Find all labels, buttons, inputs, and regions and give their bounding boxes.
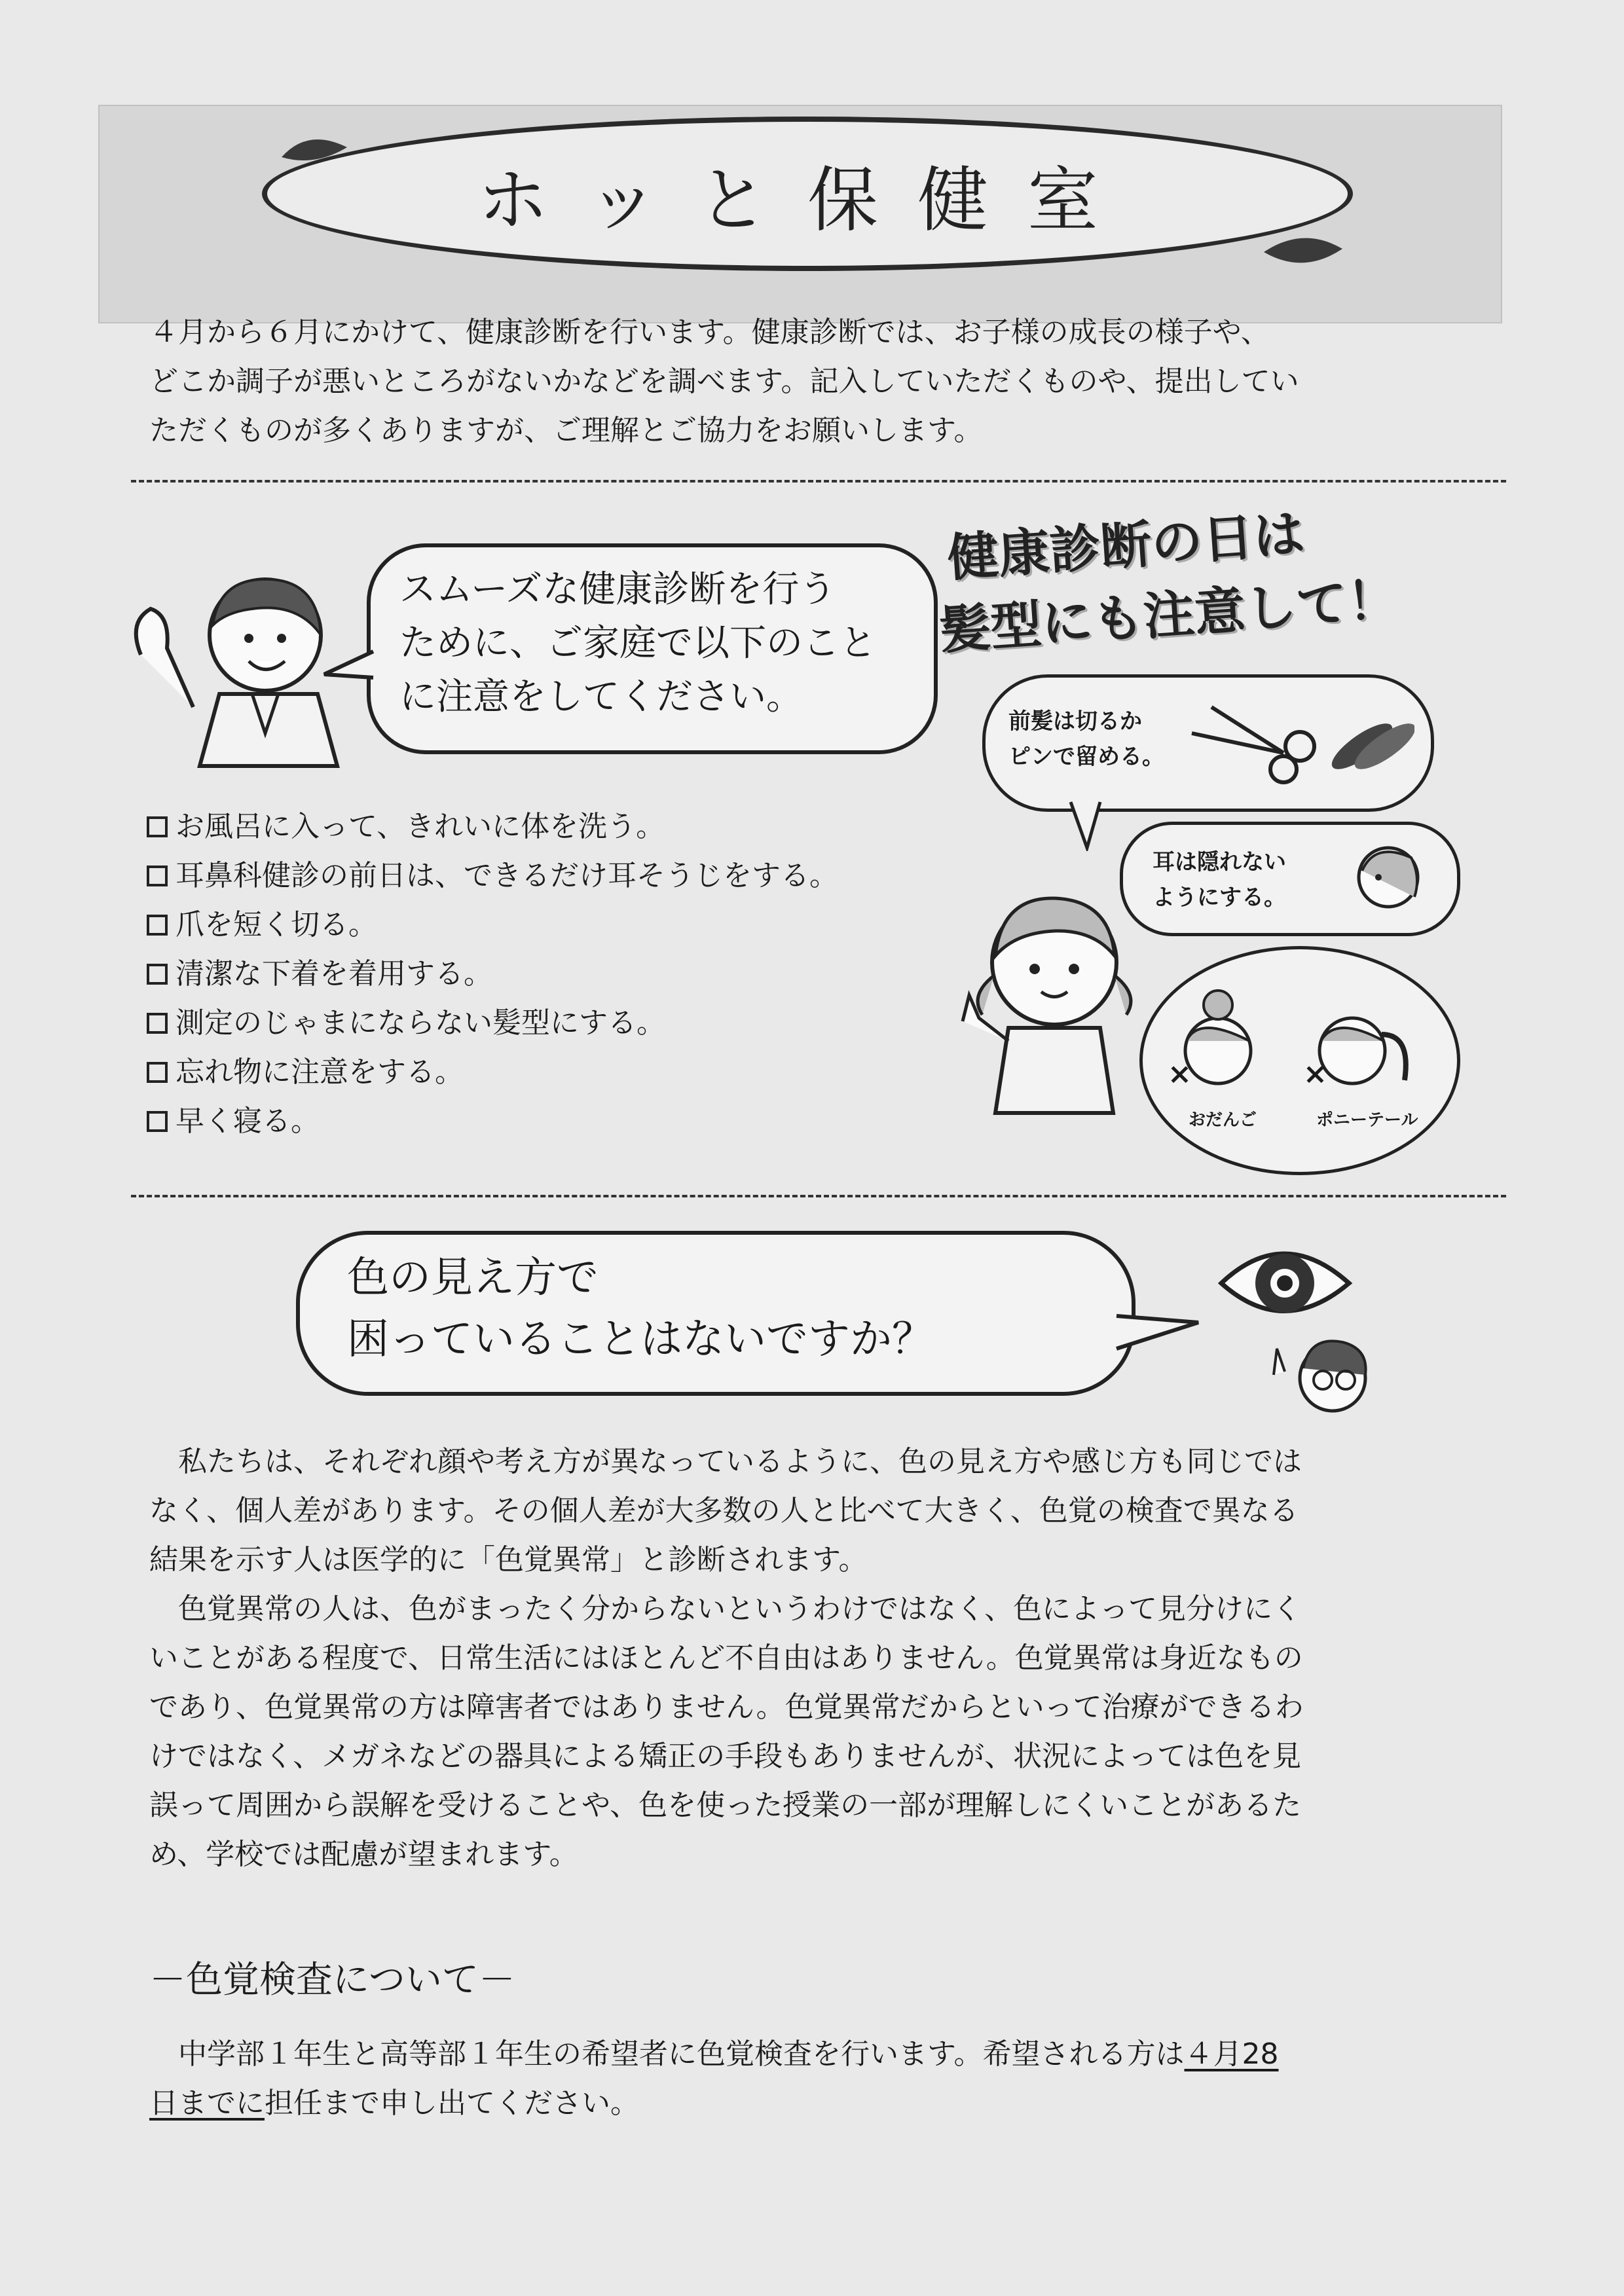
ng-caption-odango: おだんご — [1189, 1110, 1257, 1130]
bubble-tail — [1067, 799, 1107, 851]
girl-pointing-illustration — [943, 884, 1166, 1120]
speech-line: に注意をしてください。 — [399, 676, 803, 718]
checkbox-icon — [147, 1062, 168, 1083]
bubble-tail — [1113, 1309, 1205, 1362]
checkbox-icon — [147, 816, 168, 837]
eye-and-doctor-illustration — [1211, 1231, 1382, 1421]
checklist-text: 耳鼻科健診の前日は、できるだけ耳そうじをする。 — [175, 859, 838, 892]
girl-side-face-icon — [1349, 831, 1434, 923]
speech-line: スムーズな健康診断を行う — [399, 568, 836, 611]
checklist-item — [147, 998, 838, 1048]
body-line: なく、個人差があります。その個人差が大多数の人と比べて大きく、色覚の検査で異なる — [149, 1494, 1299, 1527]
note-text: 中学部１年生と高等部１年生の希望者に色覚検査を行います。希望される方は — [149, 2037, 1185, 2071]
speech-line: 色の見え方で — [347, 1254, 599, 1302]
intro-line: ただくものが多くありますが、ご理解とご協力をお願いします。 — [149, 414, 983, 447]
page-title: ホッと保健室 — [477, 159, 1137, 242]
checkbox-icon — [147, 866, 168, 886]
checkbox-icon — [147, 915, 168, 936]
ng-hairstyles-illustration — [1153, 975, 1441, 1106]
ears-text — [1153, 845, 1286, 915]
checklist-item — [147, 949, 838, 998]
bangs-line: 前髪は切るか — [1008, 708, 1142, 735]
checkbox-icon — [147, 1013, 168, 1034]
speech-bubble-text — [347, 1247, 934, 1370]
checklist-text: 早く寝る。 — [175, 1104, 320, 1138]
checklist-text: 爪を短く切る。 — [175, 908, 377, 941]
checklist-item — [147, 1097, 838, 1146]
checklist-item — [147, 900, 838, 949]
body-line: であり、色覚異常の方は障害者ではありません。色覚異常だからといって治療ができるわ — [149, 1690, 1304, 1724]
color-vision-body — [149, 1437, 1485, 1879]
bubble-tail — [321, 648, 380, 687]
checklist — [147, 802, 838, 1146]
checkbox-icon — [147, 1111, 168, 1132]
speech-bubble-text — [399, 563, 923, 724]
bangs-text — [1008, 704, 1164, 774]
body-line: 私たちは、それぞれ顔や考え方が異なっているように、色の見え方や感じ方も同じでは — [149, 1445, 1302, 1478]
ears-line: ようにする。 — [1153, 884, 1286, 911]
intro-paragraph — [149, 308, 1485, 455]
checklist-text: 測定のじゃまにならない髪型にする。 — [175, 1006, 665, 1040]
body-line: けではなく、メガネなどの器具による矯正の手段もありませんが、状況によっては色を見 — [149, 1740, 1302, 1773]
hair-headline-line: 健康診断の日は — [946, 504, 1306, 589]
section-subheading: －色覚検査について－ — [149, 1959, 515, 2001]
checklist-text: お風呂に入って、きれいに体を洗う。 — [175, 810, 665, 843]
section-divider — [131, 1195, 1506, 1197]
section-divider — [131, 480, 1506, 483]
ears-line: 耳は隠れない — [1153, 849, 1286, 875]
body-line: 結果を示す人は医学的に「色覚異常」と診断されます。 — [149, 1543, 868, 1576]
note-text: 担任まで申し出てください。 — [265, 2086, 639, 2120]
body-line: いことがある程度で、日常生活にはほとんど不自由はありません。色覚異常は身近なもの — [149, 1641, 1303, 1675]
speech-line: ために、ご家庭で以下のこと — [399, 622, 876, 665]
color-test-note — [149, 2030, 1485, 2128]
scissors-and-hairpin-icon — [1185, 694, 1414, 786]
checkbox-icon — [147, 964, 168, 985]
ng-x-mark: × — [1168, 1057, 1192, 1091]
hair-headline-line: 髪型にも注意して！ — [937, 570, 1401, 661]
checklist-text: 清潔な下着を着用する。 — [175, 957, 492, 991]
ng-x-mark: × — [1303, 1057, 1327, 1091]
hair-headline — [937, 486, 1490, 667]
speech-line: 困っていることはないですか？ — [347, 1315, 934, 1364]
checklist-item — [147, 802, 838, 851]
note-deadline: ４月28 — [1184, 2037, 1279, 2071]
checklist-text: 忘れ物に注意をする。 — [175, 1055, 464, 1089]
body-line: 誤って周囲から誤解を受けることや、色を使った授業の一部が理解しにくいことがあるた — [149, 1789, 1302, 1822]
checklist-item — [147, 851, 838, 900]
body-line: 色覚異常の人は、色がまったく分からないというわけではなく、色によって見分けにく — [149, 1592, 1302, 1626]
note-deadline: 日までに — [149, 2086, 265, 2120]
checklist-item — [147, 1048, 838, 1097]
bangs-line: ピンで留める。 — [1008, 744, 1164, 770]
intro-line: どこか調子が悪いところがないかなどを調べます。記入していただくものや、提出してい — [149, 365, 1299, 398]
intro-line: ４月から６月にかけて、健康診断を行います。健康診断では、お子様の成長の様子や、 — [149, 316, 1270, 349]
body-line: め、学校では配慮が望まれます。 — [149, 1838, 578, 1871]
ng-caption-ponytail: ポニーテール — [1316, 1110, 1418, 1130]
